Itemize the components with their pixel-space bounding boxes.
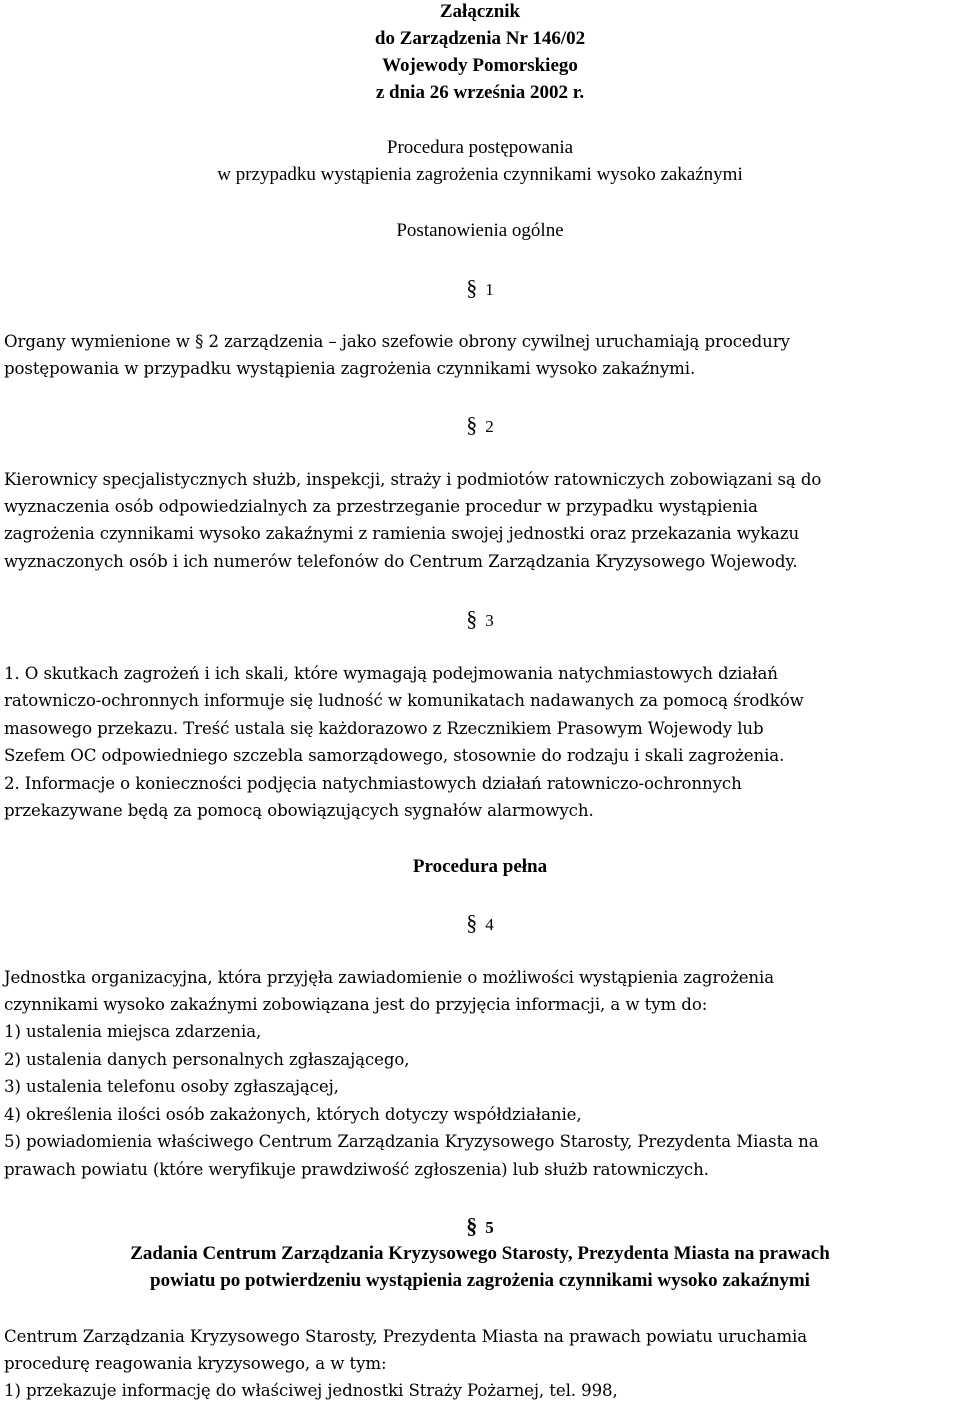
section-2-text-line: Kierownicy specjalistycznych służb, inspekcji, straży i podmiotów ratowniczych zobowiązani są do (4, 470, 822, 489)
section-4-list-item: 1) ustalenia miejsca zdarzenia, (4, 1022, 262, 1041)
section-2-text-line: wyznaczenia osób odpowiedzialnych za przestrzeganie procedur w przypadku wystąpienia (4, 497, 758, 516)
annex-label: Załącznik (439, 1, 521, 22)
general-provisions-heading: Postanowienia ogólne (396, 220, 564, 241)
section-symbol: § (466, 275, 478, 300)
section-number: 5 (485, 1218, 494, 1237)
section-symbol: § (466, 412, 478, 437)
full-procedure-heading: Procedura pełna (412, 856, 548, 877)
section-5-text-line: Centrum Zarządzania Kryzysowego Starosty, Prezydenta Miasta na prawach powiatu uruchamia (4, 1327, 808, 1346)
section-2-text-line: zagrożenia czynnikami wysoko zakaźnymi z ramienia swojej jednostki oraz przekazania wykazu (4, 524, 800, 543)
section-4-text-line: Jednostka organizacyjna, która przyjęła zawiadomienie o możliwości wystąpienia zagrożenia (4, 968, 775, 987)
section-4-text-line: czynnikami wysoko zakaźnymi zobowiązana jest do przyjęcia informacji, a w tym do: (4, 995, 708, 1014)
section-5-title-line: Zadania Centrum Zarządzania Kryzysowego Starosty, Prezydenta Miasta na prawach (130, 1243, 830, 1264)
section-4-list-item: 5) powiadomienia właściwego Centrum Zarządzania Kryzysowego Starosty, Prezydenta Miasta na (4, 1132, 819, 1151)
section-3-text-line: 1. O skutkach zagrożeń i ich skali, które wymagają podejmowania natychmiastowych działań (4, 664, 778, 683)
section-3-text-line: 2. Informacje o konieczności podjęcia natychmiastowych działań ratowniczo-ochronnych (4, 774, 742, 793)
section-3-text-line: masowego przekazu. Treść ustala się każdorazowo z Rzecznikiem Prasowym Wojewody lub (4, 719, 764, 738)
section-3-heading (0, 605, 960, 634)
section-4-list-item: 4) określenia ilości osób zakażonych, których dotyczy współdziałanie, (4, 1105, 582, 1124)
section-1-text-line: postępowania w przypadku wystąpienia zagrożenia czynnikami wysoko zakaźnymi. (4, 359, 696, 378)
section-5-text-line: procedurę reagowania kryzysowego, a w tym: (4, 1354, 387, 1373)
section-5-heading (0, 1212, 960, 1241)
ordinance-date: z dnia 26 września 2002 r. (375, 82, 585, 103)
section-2-heading (0, 411, 960, 440)
section-4-list-item: 2) ustalenia danych personalnych zgłaszającego, (4, 1050, 410, 1069)
section-4-list-item: 3) ustalenia telefonu osoby zgłaszającej, (4, 1077, 339, 1096)
section-number: 3 (485, 611, 494, 630)
document-title-line-1: Procedura postępowania (386, 137, 574, 158)
ordinance-number: do Zarządzenia Nr 146/02 (374, 28, 586, 49)
issuer: Wojewody Pomorskiego (382, 55, 578, 76)
document-title-line-2: w przypadku wystąpienia zagrożenia czynnikami wysoko zakaźnymi (217, 164, 743, 185)
section-symbol: § (466, 910, 478, 935)
section-2-text-line: wyznaczonych osób i ich numerów telefonów do Centrum Zarządzania Kryzysowego Wojewody. (4, 552, 798, 571)
section-5-list-item: 1) przekazuje informację do właściwej jednostki Straży Pożarnej, tel. 998, (4, 1381, 618, 1400)
section-number: 4 (485, 915, 494, 934)
section-4-list-item: prawach powiatu (które weryfikuje prawdziwość zgłoszenia) lub służb ratowniczych. (4, 1160, 709, 1179)
section-3-text-line: ratowniczo-ochronnych informuje się ludność w komunikatach nadawanych za pomocą środków (4, 691, 804, 710)
section-5-title-line: powiatu po potwierdzeniu wystąpienia zagrożenia czynnikami wysoko zakaźnymi (150, 1270, 810, 1291)
section-1-heading (0, 274, 960, 303)
section-number: 1 (485, 280, 494, 299)
section-symbol: § (466, 1213, 478, 1238)
section-4-heading (0, 909, 960, 938)
section-1-text-line: Organy wymienione w § 2 zarządzenia – jako szefowie obrony cywilnej uruchamiają procedury (4, 332, 790, 351)
section-3-text-line: przekazywane będą za pomocą obowiązujących sygnałów alarmowych. (4, 801, 594, 820)
section-3-text-line: Szefem OC odpowiedniego szczebla samorządowego, stosownie do rodzaju i skali zagrożenia. (4, 746, 785, 765)
section-number: 2 (485, 417, 494, 436)
section-symbol: § (466, 606, 478, 631)
